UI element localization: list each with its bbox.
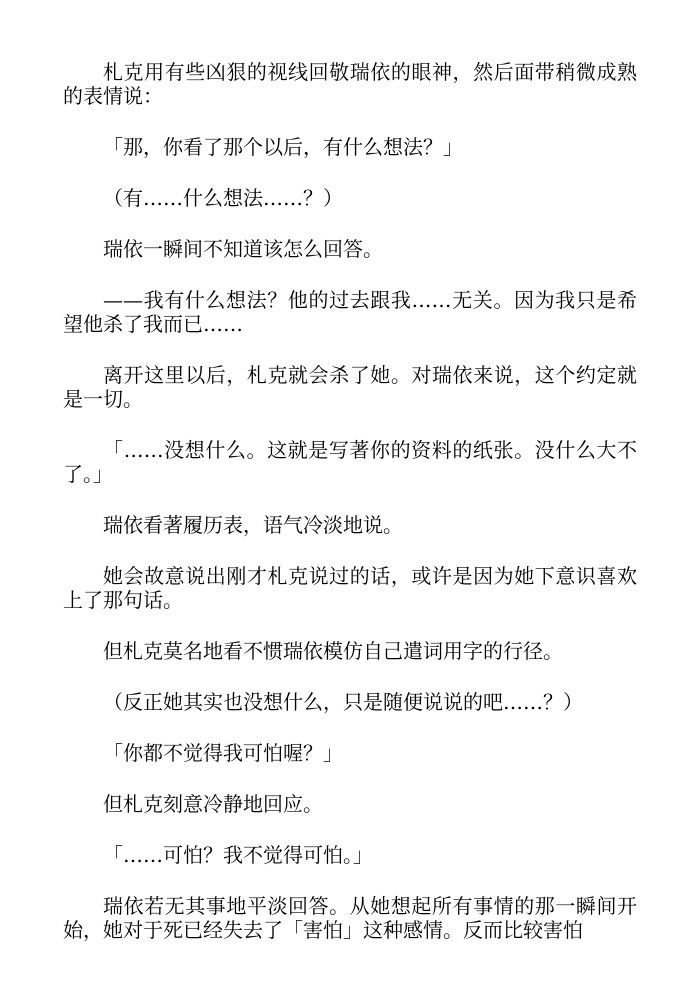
paragraph: （反正她其实也没想什么，只是随便说说的吧……？） bbox=[103, 690, 583, 714]
paragraph: （有……什么想法……？） bbox=[103, 186, 343, 210]
document-page bbox=[63, 60, 637, 969]
paragraph: 札克用有些凶狠的视线回敬瑞依的眼神，然后面带稍微成熟的表情说： bbox=[63, 60, 637, 108]
paragraph: 「……可怕？我不觉得可怕。」 bbox=[103, 843, 373, 867]
paragraph: 「你都不觉得我可怕喔？」 bbox=[103, 741, 343, 765]
paragraph: 瑞依看著履历表，语气冷淡地说。 bbox=[103, 513, 403, 537]
paragraph: ——我有什么想法？他的过去跟我……无关。因为我只是希望他杀了我而已…… bbox=[63, 288, 637, 336]
paragraph: 离开这里以后，札克就会杀了她。对瑞依来说，这个约定就是一切。 bbox=[63, 363, 637, 411]
paragraph: 但札克刻意冷静地回应。 bbox=[103, 792, 323, 816]
paragraph: 但札克莫名地看不惯瑞依模仿自己遣词用字的行径。 bbox=[103, 639, 563, 663]
paragraph: 瑞依若无其事地平淡回答。从她想起所有事情的那一瞬间开始，她对于死已经失去了「害怕」这种感情。反而比较害怕 bbox=[63, 894, 637, 942]
paragraph: 「那，你看了那个以后，有什么想法？」 bbox=[103, 135, 463, 159]
paragraph: 她会故意说出刚才札克说过的话，或许是因为她下意识喜欢上了那句话。 bbox=[63, 564, 637, 612]
paragraph: 瑞依一瞬间不知道该怎么回答。 bbox=[103, 237, 383, 261]
paragraph: 「……没想什么。这就是写著你的资料的纸张。没什么大不了。」 bbox=[63, 438, 637, 486]
